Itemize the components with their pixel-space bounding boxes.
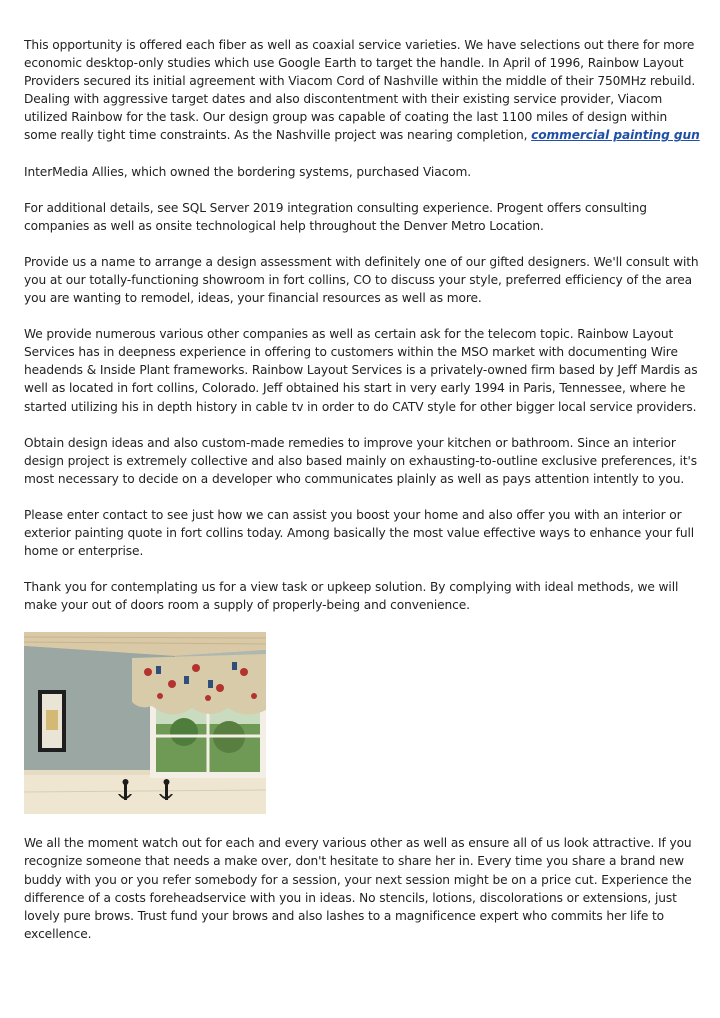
paragraph-1-text: This opportunity is offered each fiber as well as coaxial service varieties. We have selections out there for more economic desktop-only studies which use Google Earth to target the handle. In April of 1996, Rainbow Layout Providers secured its initial agreement with Viacom Cord of Nashville within the middle of their 750MHz rebuild. Dealing with aggressive target dates and also discontentment with their existing service provider, Viacom utilized Rainbow for the task. Our design group was capable of coating the last 1100 miles of design within some really tight time constraints. As the Nashville project was nearing completion, xyxy=(24,38,696,143)
paragraph-4: Provide us a name to arrange a design assessment with definitely one of our gifted designers. We'll consult with you at our totally-functioning showroom in fort collins, CO to discuss your style, preferred efficiency of the area you are wanting to remodel, ideas, your financial resources as well as more. xyxy=(24,254,699,306)
paragraph-2: InterMedia Allies, which owned the bordering systems, purchased Viacom. xyxy=(24,164,472,179)
paragraph-3: For additional details, see SQL Server 2019 integration consulting experience. Progent offers consulting companies as well as onsite technological help throughout the Denver Metro Location. xyxy=(24,200,647,233)
paragraph-6: Obtain design ideas and also custom-made remedies to improve your kitchen or bathroom. Since an interior design project is extremely collective and also based mainly on exhausting-to-outline exclusive preferences, it's most necessary to decide on a developer who communicates plainly as well as pays attention intently to you. xyxy=(24,435,698,486)
paragraph-5: We provide numerous various other companies as well as certain ask for the telecom topic. Rainbow Layout Services has in deepness experience in offering to customers within the MSO market with documenting Wire headends & Inside Plant frameworks. Rainbow Layout Services is a privately-owned firm based by Jeff Mardis as well as located in fort collins, Colorado. Jeff obtained his start in very early 1994 in Paris, Tennessee, where he started utilizing his in depth history in cable tv in order to do CATV style for other bigger local service providers. xyxy=(24,327,698,414)
commercial-painting-gun-link[interactable]: commercial painting gun xyxy=(531,128,700,143)
paragraph-9: We all the moment watch out for each and every various other as well as ensure all of us look attractive. If you recognize someone that needs a make over, don't hesitate to share her in. Every time you share a brand new buddy with you or you refer somebody for a session, your next session might be on a price cut. Experience the difference of a costs foreheadservice with you in ideas. No stencils, lotions, discolorations or extensions, just lovely pure brows. Trust fund your brows and also lashes to a magnificence expert who commits her life to excellence. xyxy=(24,836,692,941)
room-window-valance-photo xyxy=(24,632,266,814)
paragraph-7: Please enter contact to see just how we can assist you boost your home and also offer you with an interior or exterior painting quote in fort collins today. Among basically the most value effective ways to enhance your full home or enterprise. xyxy=(24,507,695,559)
article-body xyxy=(24,36,700,961)
paragraph-1 xyxy=(24,36,700,145)
paragraph-8: Thank you for contemplating us for a view task or upkeep solution. By complying with ideal methods, we will make your out of doors room a supply of properly-being and convenience. xyxy=(24,580,679,613)
